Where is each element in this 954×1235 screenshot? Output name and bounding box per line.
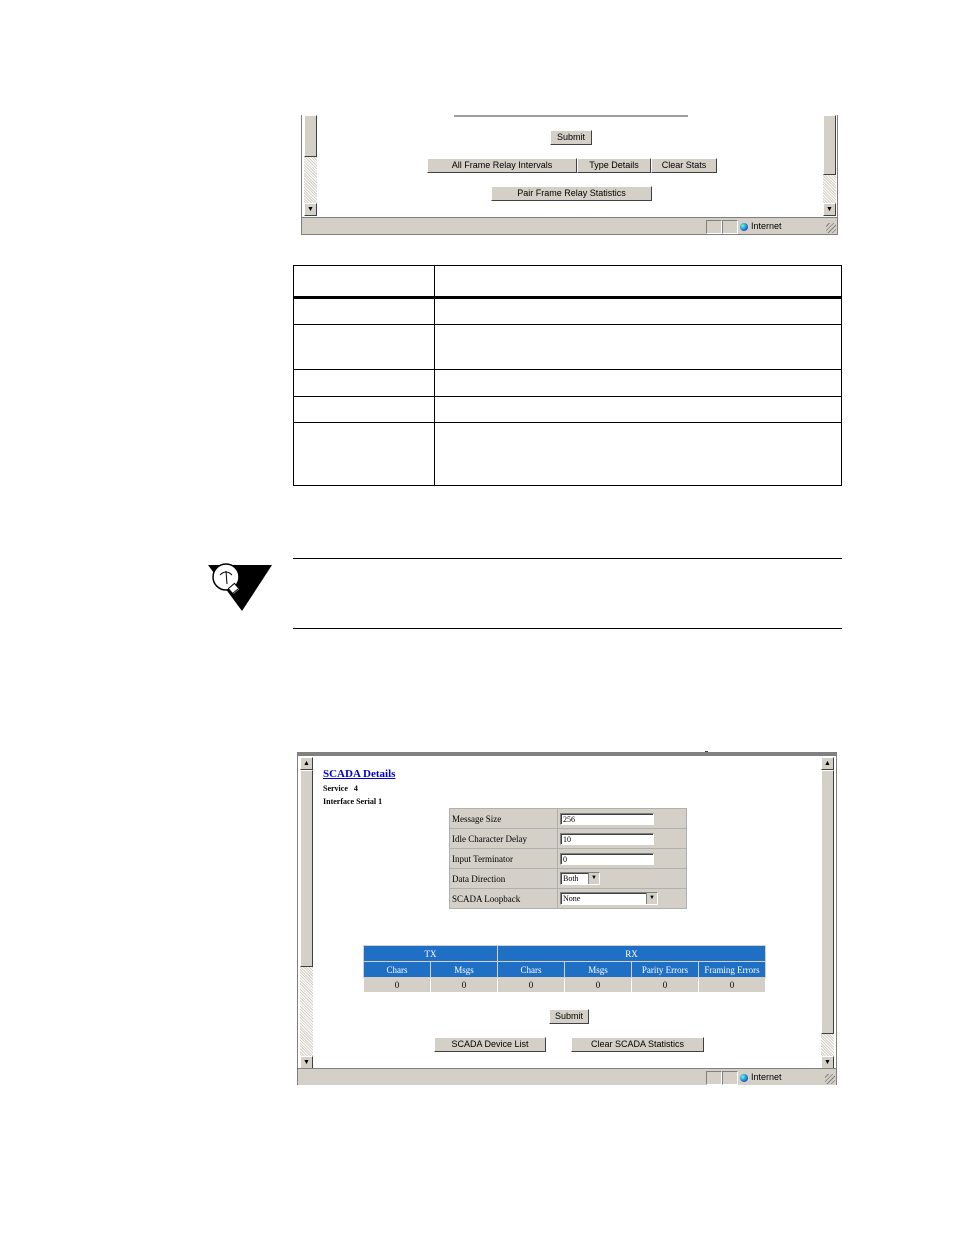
dropdown-arrow-icon[interactable]: ▼ <box>646 893 657 904</box>
clear-scada-statistics-button[interactable]: Clear SCADA Statistics <box>571 1037 704 1052</box>
rx-group-header: RX <box>498 946 766 962</box>
column-header: Msgs <box>431 962 498 978</box>
service-line <box>323 784 358 793</box>
scroll-up-arrow-icon[interactable]: ▲ <box>821 757 834 770</box>
status-panel <box>706 220 722 234</box>
data-direction-value: Both <box>563 874 579 883</box>
form-row <box>450 889 687 909</box>
clear-stats-button[interactable]: Clear Stats <box>651 158 717 173</box>
status-bar <box>298 1068 836 1085</box>
scroll-down-arrow-icon[interactable]: ▼ <box>304 203 317 216</box>
table-header-cell <box>294 266 435 298</box>
stats-group-header-row <box>364 946 766 962</box>
browser-window-frame-relay <box>301 115 838 235</box>
scroll-down-arrow-icon[interactable]: ▼ <box>823 203 836 216</box>
tx-group-header: TX <box>364 946 498 962</box>
table-cell <box>435 423 842 486</box>
table-header-row <box>294 266 842 298</box>
status-zone-label: Internet <box>751 221 782 231</box>
scrollbar-thumb[interactable] <box>821 770 834 1034</box>
lightbulb-note-icon <box>206 561 274 613</box>
submit-button[interactable]: Submit <box>549 1009 589 1024</box>
table-cell <box>294 423 435 486</box>
idle-character-delay-input[interactable]: 10 <box>560 833 654 845</box>
table-cell <box>435 325 842 370</box>
scada-config-form <box>449 808 687 909</box>
data-direction-label: Data Direction <box>450 869 558 889</box>
input-terminator-label: Input Terminator <box>450 849 558 869</box>
note-bottom-rule <box>293 628 842 629</box>
submit-button[interactable]: Submit <box>550 130 592 145</box>
stat-value: 0 <box>632 978 699 993</box>
dropdown-arrow-icon[interactable]: ▼ <box>588 873 599 884</box>
scada-device-list-button[interactable]: SCADA Device List <box>434 1037 546 1052</box>
table-cell <box>435 397 842 423</box>
status-panel <box>722 220 738 234</box>
left-scrollbar[interactable] <box>304 115 317 216</box>
service-label: Service <box>323 784 348 793</box>
table-cell <box>435 370 842 397</box>
table-header-cell <box>435 266 842 298</box>
stat-value: 0 <box>699 978 766 993</box>
status-panel <box>706 1071 722 1085</box>
stats-column-header-row <box>364 962 766 978</box>
right-scrollbar[interactable] <box>823 115 836 216</box>
pair-frame-relay-statistics-button[interactable]: Pair Frame Relay Statistics <box>491 186 652 201</box>
table-cell <box>294 298 435 325</box>
scada-loopback-value: None <box>563 894 581 903</box>
table-cell <box>294 325 435 370</box>
status-zone-label: Internet <box>751 1072 782 1082</box>
reference-table <box>293 265 842 486</box>
table-row <box>294 370 842 397</box>
table-cell <box>294 370 435 397</box>
note-top-rule <box>293 558 842 559</box>
scada-loopback-label: SCADA Loopback <box>450 889 558 909</box>
message-size-input[interactable]: 256 <box>560 813 654 825</box>
right-scrollbar[interactable] <box>821 757 834 1069</box>
resize-grip-icon[interactable] <box>826 223 836 233</box>
column-header: Chars <box>498 962 565 978</box>
status-zone <box>740 1071 782 1083</box>
stat-value: 0 <box>565 978 632 993</box>
page-title[interactable]: SCADA Details <box>323 768 396 780</box>
status-panel <box>722 1071 738 1085</box>
column-header: Chars <box>364 962 431 978</box>
stat-value: 0 <box>498 978 565 993</box>
scrollbar-thumb[interactable] <box>823 115 836 175</box>
scroll-up-arrow-icon[interactable]: ▲ <box>300 757 313 770</box>
globe-icon <box>740 223 748 231</box>
form-row <box>450 849 687 869</box>
globe-icon <box>740 1074 748 1082</box>
separator-line <box>454 115 688 117</box>
input-terminator-input[interactable]: 0 <box>560 853 654 865</box>
table-row <box>294 397 842 423</box>
scada-statistics-table <box>363 945 766 993</box>
stat-value: 0 <box>431 978 498 993</box>
all-frame-relay-intervals-button[interactable]: All Frame Relay Intervals <box>427 158 577 173</box>
data-direction-select[interactable] <box>560 872 600 885</box>
window-top-border <box>298 753 836 756</box>
status-bar <box>302 217 837 234</box>
scroll-down-arrow-icon[interactable]: ▼ <box>821 1056 834 1069</box>
form-row <box>450 869 687 889</box>
table-row <box>294 423 842 486</box>
type-details-button[interactable]: Type Details <box>577 158 651 173</box>
status-zone <box>740 220 782 232</box>
column-header: Framing Errors <box>699 962 766 978</box>
idle-character-delay-label: Idle Character Delay <box>450 829 558 849</box>
scada-loopback-select[interactable] <box>560 892 658 905</box>
message-size-label: Message Size <box>450 809 558 829</box>
left-scrollbar[interactable] <box>300 757 313 1069</box>
stat-value: 0 <box>364 978 431 993</box>
column-header: Parity Errors <box>632 962 699 978</box>
stats-value-row <box>364 978 766 993</box>
column-header: Msgs <box>565 962 632 978</box>
table-cell <box>294 397 435 423</box>
form-row <box>450 809 687 829</box>
table-row <box>294 298 842 325</box>
table-cell <box>435 298 842 325</box>
interface-label: Interface Serial 1 <box>323 797 383 806</box>
service-value: 4 <box>353 784 358 793</box>
scrollbar-thumb[interactable] <box>300 770 313 967</box>
browser-window-scada <box>297 752 837 1085</box>
scroll-down-arrow-icon[interactable]: ▼ <box>300 1056 313 1069</box>
form-row <box>450 829 687 849</box>
resize-grip-icon[interactable] <box>825 1074 835 1084</box>
scrollbar-thumb[interactable] <box>304 115 317 157</box>
table-row <box>294 325 842 370</box>
